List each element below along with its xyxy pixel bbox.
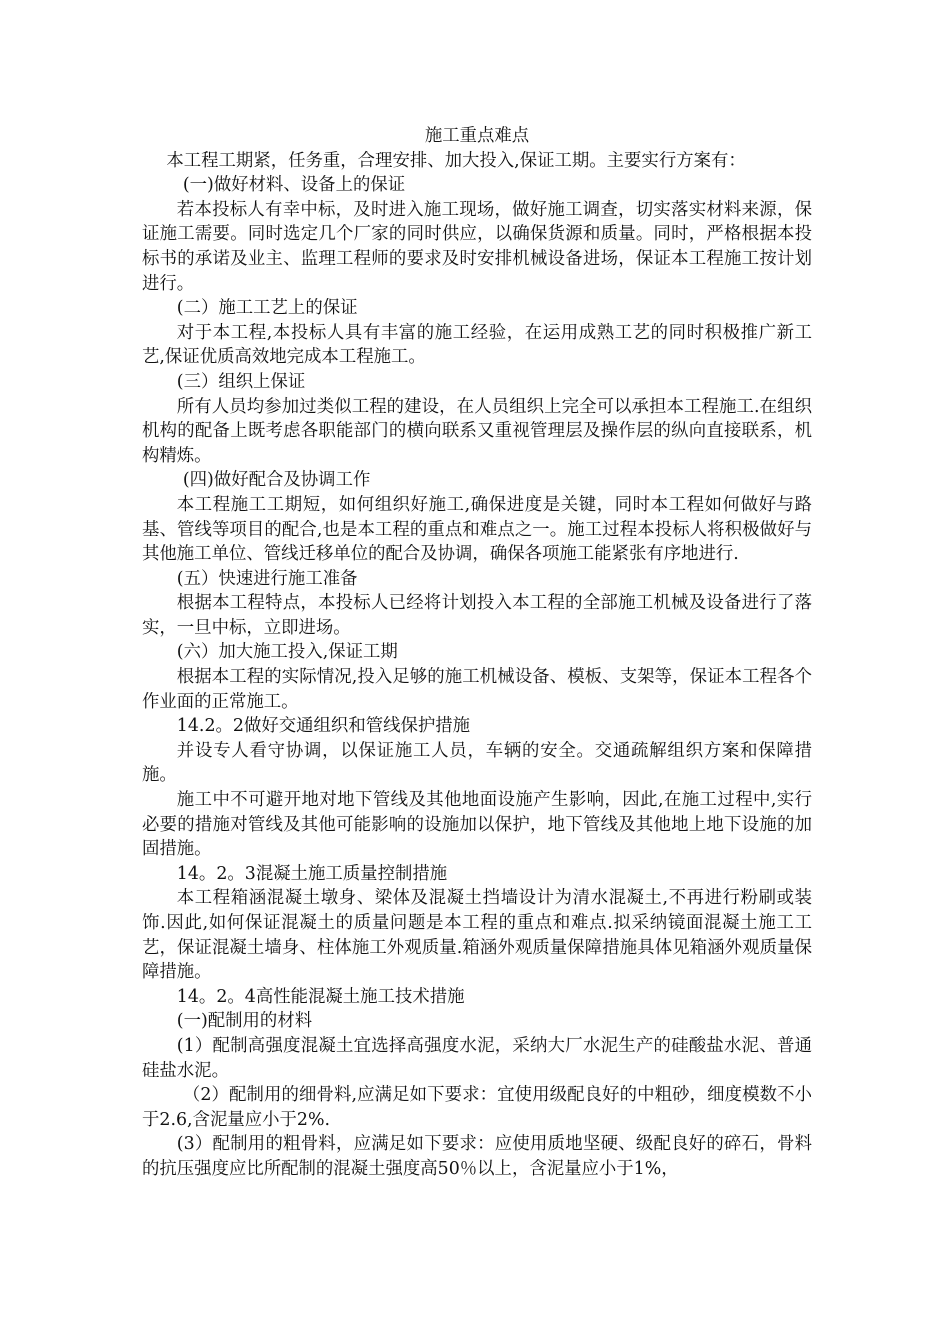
body-paragraph: 若本投标人有幸中标，及时进入施工现场，做好施工调查，切实落实材料来源，保证施工需要。同时选定几个厂家的同时供应，以确保货源和质量。同时，严格根据本投标书的承诺及业主、监理工程师的要求及时安排机械设备进场，保证本工程施工按计划进行。 <box>142 199 812 294</box>
section-heading: (六）加大施工投入,保证工期 <box>176 642 398 663</box>
body-paragraph: 根据本工程特点，本投标人已经将计划投入本工程的全部施工机械及设备进行了落实，一旦中标，立即进场。 <box>142 593 812 638</box>
section-heading: (一)配制用的材料 <box>176 1011 313 1032</box>
body-paragraph: 施工中不可避开地对地下管线及其他地面设施产生影响，因此,在施工过程中,实行必要的措施对管线及其他可能影响的设施加以保护，地下管线及其他地上地下设施的加固措施。 <box>142 790 812 860</box>
body-paragraph: 对于本工程,本投标人具有丰富的施工经验，在运用成熟工艺的同时积极推广新工艺,保证优质高效地完成本工程施工。 <box>142 322 812 368</box>
body-paragraph: （2）配制用的细骨料,应满足如下要求：宜使用级配良好的中粗砂，细度模数不小于2.6,含泥量应小于2%. <box>142 1085 812 1130</box>
section-heading: (四)做好配合及协调工作 <box>182 470 371 491</box>
section-heading: (一)做好材料、设备上的保证 <box>182 175 406 196</box>
body-paragraph: 所有人员均参加过类似工程的建设，在人员组织上完全可以承担本工程施工.在组织机构的配备上既考虑各职能部门的横向联系又重视管理层及操作层的纵向直接联系，机构精炼。 <box>142 396 812 466</box>
section-heading: (二）施工工艺上的保证 <box>176 298 358 319</box>
section-heading: (三）组织上保证 <box>176 371 306 392</box>
section-heading: 14。2。3混凝土施工质量控制措施 <box>176 863 448 884</box>
body-paragraph: (3）配制用的粗骨料，应满足如下要求：应使用质地坚硬、级配良好的碎石，骨料的抗压强度应比所配制的混凝土强度高50％以上，含泥量应小于1%， <box>142 1134 812 1179</box>
body-paragraph: 并设专人看守协调，以保证施工人员，车辆的安全。交通疏解组织方案和保障措施。 <box>142 740 812 786</box>
body-paragraph: 本工程工期紧，任务重，合理安排、加大投入,保证工期。主要实行方案有： <box>166 150 746 171</box>
section-heading: 14。2。4高性能混凝土施工技术措施 <box>176 986 465 1007</box>
body-paragraph: (1）配制高强度混凝土宜选择高强度水泥，采纳大厂水泥生产的硅酸盐水泥、普通硅盐水泥。 <box>142 1035 812 1081</box>
document-page <box>142 124 812 1182</box>
section-heading: 14.2。2做好交通组织和管线保护措施 <box>176 716 471 737</box>
section-heading: (五）快速进行施工准备 <box>176 568 358 589</box>
body-paragraph: 根据本工程的实际情况,投入足够的施工机械设备、模板、支架等，保证本工程各个作业面的正常施工。 <box>142 667 812 712</box>
document-body <box>142 149 812 1182</box>
body-paragraph: 本工程箱涵混凝土墩身、梁体及混凝土挡墙设计为清水混凝土,不再进行粉刷或装饰.因此,如何保证混凝土的质量问题是本工程的重点和难点.拟采纳镜面混凝土施工工艺，保证混凝土墙身、柱体施工外观质量.箱涵外观质量保障措施具体见箱涵外观质量保障措施。 <box>142 888 812 983</box>
document-title: 施工重点难点 <box>424 126 530 146</box>
body-paragraph: 本工程施工工期短，如何组织好施工,确保进度是关键，同时本工程如何做好与路基、管线等项目的配合,也是本工程的重点和难点之一。施工过程本投标人将积极做好与其他施工单位、管线迁移单位的配合及协调，确保各项施工能紧张有序地进行. <box>142 494 812 565</box>
